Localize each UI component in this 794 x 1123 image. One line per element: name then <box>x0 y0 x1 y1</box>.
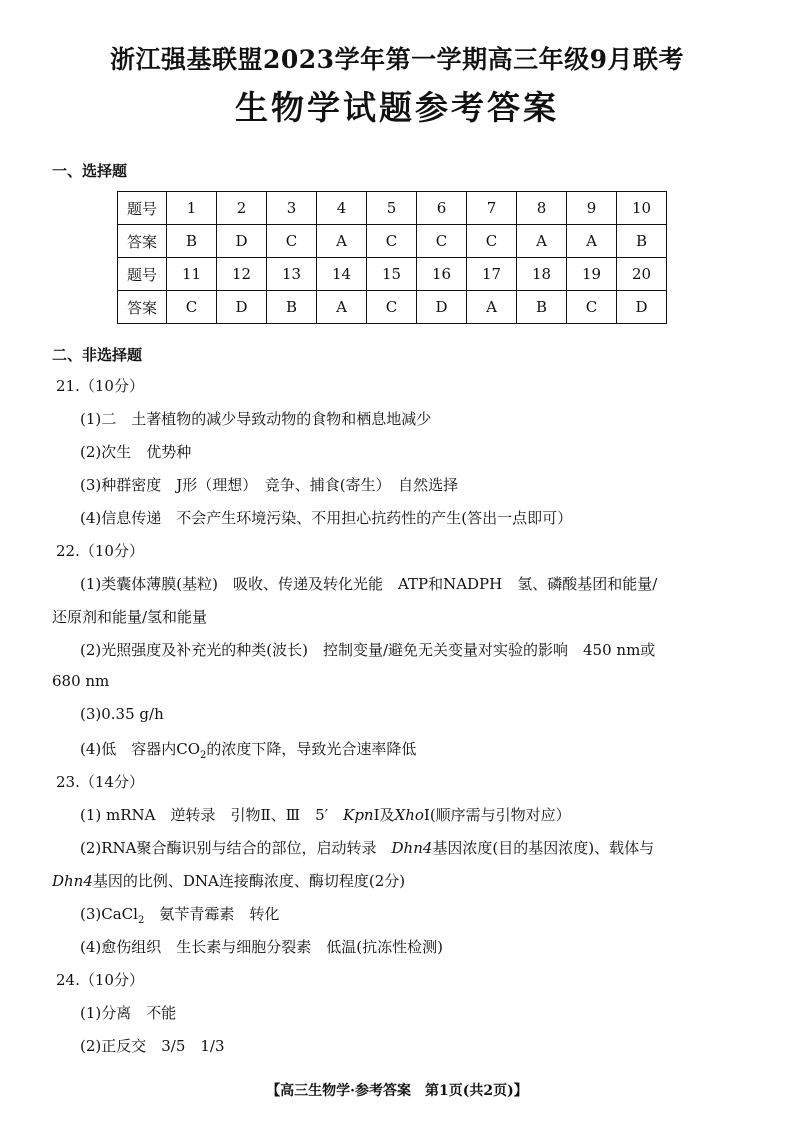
question-number: 16 <box>417 258 467 291</box>
q22-answer-1-cont: 还原剂和能量/氢和能量 <box>52 608 208 626</box>
answer-cell: B <box>267 291 317 324</box>
answer-cell: A <box>567 225 617 258</box>
answer-cell: A <box>467 291 517 324</box>
answer-cell: C <box>367 291 417 324</box>
question-number: 9 <box>567 192 617 225</box>
q23-answer-1 <box>80 804 571 825</box>
question-number: 1 <box>167 192 217 225</box>
question-number: 12 <box>217 258 267 291</box>
gene-dhn4: Dhn4 <box>52 872 93 890</box>
answer-cell: D <box>217 291 267 324</box>
question-number: 18 <box>517 258 567 291</box>
table-row <box>118 225 667 258</box>
q24-answer-1: (1)分离 不能 <box>80 1004 177 1022</box>
question-number: 3 <box>267 192 317 225</box>
row-label: 题号 <box>118 258 167 291</box>
question-22-heading: 22.（10分） <box>56 542 144 560</box>
q23-answer-3-text-end: 氨苄青霉素 转化 <box>144 905 280 923</box>
q21-answer-3: (3)种群密度 J形（理想） 竞争、捕食(寄生） 自然选择 <box>80 476 459 494</box>
table-row <box>118 258 667 291</box>
row-label: 答案 <box>118 291 167 324</box>
q22-answer-2-cont: 680 nm <box>52 672 110 690</box>
answer-key-title: 生物学试题参考答案 <box>235 88 559 127</box>
answer-cell: C <box>467 225 517 258</box>
q21-answer-4: (4)信息传递 不会产生环境污染、不用担心抗药性的产生(答出一点即可） <box>80 509 573 527</box>
answer-cell: A <box>317 291 367 324</box>
question-number: 2 <box>217 192 267 225</box>
answer-cell: D <box>417 291 467 324</box>
q23-answer-4: (4)愈伤组织 生长素与细胞分裂素 低温(抗冻性检测) <box>80 938 443 956</box>
question-number: 7 <box>467 192 517 225</box>
answer-cell: B <box>517 291 567 324</box>
q23-answer-2-cont <box>52 870 405 891</box>
question-number: 4 <box>317 192 367 225</box>
question-number: 14 <box>317 258 367 291</box>
answer-cell: D <box>217 225 267 258</box>
question-number: 8 <box>517 192 567 225</box>
answer-cell: C <box>367 225 417 258</box>
question-number: 10 <box>617 192 667 225</box>
gene-dhn4: Dhn4 <box>391 839 433 857</box>
q22-answer-4-text: (4)低 容器内CO <box>80 740 201 758</box>
table-row <box>118 192 667 225</box>
q22-answer-4-text-end: 的浓度下降，导致光合速率降低 <box>206 740 417 758</box>
q23-answer-2 <box>80 837 654 858</box>
answer-cell: C <box>267 225 317 258</box>
question-number: 20 <box>617 258 667 291</box>
q23-answer-2-text: (2)RNA聚合酶识别与结合的部位，启动转录 <box>80 839 392 857</box>
answer-cell: B <box>617 225 667 258</box>
answer-cell: C <box>417 225 467 258</box>
question-23-heading: 23.（14分） <box>56 773 144 791</box>
q21-answer-1: (1)二 土著植物的减少导致动物的食物和栖息地减少 <box>80 410 432 428</box>
q23-answer-3 <box>80 903 279 926</box>
question-number: 15 <box>367 258 417 291</box>
question-number: 6 <box>417 192 467 225</box>
enzyme-xho: Xho <box>394 806 424 824</box>
q23-answer-2-cont-text: 基因的比例、DNA连接酶浓度、酶切程度(2分) <box>92 872 406 890</box>
row-label: 题号 <box>118 192 167 225</box>
q21-answer-2: (2)次生 优势种 <box>80 443 192 461</box>
answer-cell: A <box>317 225 367 258</box>
q23-answer-3-text: (3)CaCl <box>80 905 138 923</box>
q22-answer-4 <box>80 738 416 761</box>
question-number: 13 <box>267 258 317 291</box>
question-number: 11 <box>167 258 217 291</box>
q23-answer-1-text: (1) mRNA 逆转录 引物Ⅱ、Ⅲ 5′ <box>80 806 344 824</box>
enzyme-kpn: Kpn <box>343 806 374 824</box>
question-number: 19 <box>567 258 617 291</box>
q22-answer-1: (1)类囊体薄膜(基粒) 吸收、传递及转化光能 ATP和NADPH 氢、磷酸基团和能量/ <box>80 575 658 593</box>
question-21-heading: 21.（10分） <box>56 377 144 395</box>
section-non-choice-title: 二、非选择题 <box>52 346 143 364</box>
q23-answer-1-mid: Ⅰ及 <box>373 806 395 824</box>
multiple-choice-answer-table <box>117 191 667 324</box>
q23-answer-2-text-end: 基因浓度(目的基因浓度)、载体与 <box>432 839 655 857</box>
question-number: 5 <box>367 192 417 225</box>
answer-cell: D <box>617 291 667 324</box>
answer-cell: C <box>167 291 217 324</box>
subscript: 2 <box>137 915 145 926</box>
q23-answer-1-end: Ⅰ(顺序需与引物对应） <box>423 806 571 824</box>
page-footer: 【高三生物学·参考答案 第1页(共2页)】 <box>266 1083 528 1099</box>
answer-cell: B <box>167 225 217 258</box>
answer-cell: A <box>517 225 567 258</box>
q24-answer-2: (2)正反交 3/5 1/3 <box>80 1037 225 1055</box>
q22-answer-2: (2)光照强度及补充光的种类(波长) 控制变量/避免无关变量对实验的影响 450 nm或 <box>80 641 656 659</box>
row-label: 答案 <box>118 225 167 258</box>
section-multiple-choice-title: 一、选择题 <box>52 162 128 180</box>
answer-cell: C <box>567 291 617 324</box>
subscript: 2 <box>200 750 207 761</box>
exam-title: 浙江强基联盟2023学年第一学期高三年级9月联考 <box>110 45 684 74</box>
table-row <box>118 291 667 324</box>
question-number: 17 <box>467 258 517 291</box>
q22-answer-3: (3)0.35 g/h <box>80 705 164 723</box>
question-24-heading: 24.（10分） <box>56 971 144 989</box>
